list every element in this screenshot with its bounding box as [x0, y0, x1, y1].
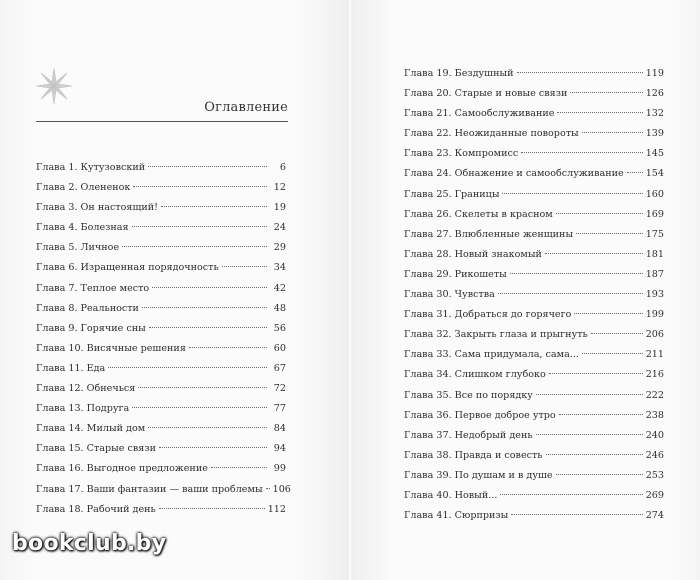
toc-page-number: 56: [273, 322, 286, 334]
toc-page-number: 175: [645, 228, 664, 240]
toc-page-number: 99: [273, 463, 286, 475]
toc-page-number: 48: [273, 302, 286, 314]
toc-entry: [36, 339, 286, 359]
toc-entry-label: Глава 10. Висячные решения: [36, 342, 186, 354]
toc-entry: [404, 64, 664, 84]
toc-entry-label: Глава 20. Старые и новые связи: [404, 88, 568, 100]
toc-dot-leader: [142, 307, 267, 308]
toc-dot-leader: [122, 246, 267, 247]
toc-entry: [36, 158, 286, 178]
toc-entry: [36, 319, 286, 339]
toc-entry: [404, 365, 664, 385]
toc-entry: [404, 325, 664, 345]
toc-entry: [404, 426, 664, 446]
toc-page-number: 77: [273, 403, 286, 415]
toc-entry: [36, 198, 286, 218]
toc-entry: [404, 265, 664, 285]
toc-dot-leader: [159, 447, 267, 448]
toc-entry-label: Глава 39. По душам и в душе: [404, 469, 553, 481]
toc-dot-leader: [517, 72, 643, 73]
toc-dot-leader: [149, 327, 267, 328]
toc-dot-leader: [132, 226, 267, 227]
toc-entry-label: Глава 35. Все по порядку: [404, 389, 533, 401]
toc-page-number: 6: [279, 162, 286, 173]
toc-dot-leader: [211, 467, 267, 468]
toc-entry: [404, 305, 664, 325]
toc-entry-label: Глава 38. Правда и совесть: [404, 449, 543, 461]
toc-entry-label: Глава 11. Еда: [36, 362, 106, 374]
toc-dot-leader: [536, 394, 643, 395]
toc-dot-leader: [591, 333, 643, 334]
toc-entry: [36, 399, 286, 419]
toc-entry: [404, 386, 664, 406]
toc-entry: [404, 406, 664, 426]
toc-entry-label: Глава 27. Влюбленные женщины: [404, 228, 574, 240]
toc-page-number: 160: [645, 188, 664, 200]
toc-page-number: 253: [645, 469, 664, 481]
toc-entry-label: Глава 34. Слишком глубоко: [404, 369, 546, 381]
toc-entry-label: Глава 37. Недобрый день: [404, 429, 533, 441]
toc-entry-label: Глава 33. Сама придумала, сама...: [404, 349, 579, 361]
toc-page-number: 238: [645, 409, 664, 421]
toc-dot-leader: [222, 266, 267, 267]
toc-page-number: 169: [645, 208, 664, 220]
toc-dot-leader: [502, 193, 642, 194]
toc-page-number: 154: [645, 168, 664, 180]
toc-entry-label: Глава 15. Старые связи: [36, 443, 156, 455]
toc-dot-leader: [536, 434, 643, 435]
toc-dot-leader: [132, 407, 267, 408]
toc-entry-label: Глава 5. Личное: [36, 242, 120, 254]
toc-entry-label: Глава 12. Обнечься: [36, 383, 136, 395]
toc-entry: [36, 178, 286, 198]
toc-page-number: 72: [273, 383, 286, 395]
toc-entry-label: Глава 28. Новый знакомый: [404, 248, 542, 260]
toc-entry: [404, 205, 664, 225]
toc-page-number: 216: [645, 369, 664, 381]
toc-entry-label: Глава 31. Добраться до горячего: [404, 309, 572, 321]
toc-dot-leader: [161, 206, 267, 207]
toc-page-number: 211: [645, 349, 664, 361]
toc-dot-leader: [559, 414, 643, 415]
toc-entry-label: Глава 1. Кутузовский: [36, 162, 146, 173]
toc-entry: [404, 84, 664, 104]
toc-entry-label: Глава 3. Он настоящий!: [36, 202, 159, 214]
toc-entry-label: Глава 36. Первое доброе утро: [404, 409, 556, 421]
toc-entry-label: Глава 21. Самообслуживание: [404, 108, 555, 120]
toc-dot-leader: [574, 313, 642, 314]
toc-page-number: 139: [645, 128, 664, 140]
watermark-logo: bookclub.by: [12, 531, 167, 556]
toc-entry: [36, 500, 286, 520]
toc-entry-label: Глава 18. Рабочий день: [36, 503, 156, 515]
toc-page-number: 126: [645, 88, 664, 100]
toc-page-number: 12: [273, 182, 286, 194]
toc-entry: [36, 279, 286, 299]
toc-entry-label: Глава 9. Горячие сны: [36, 322, 146, 334]
toc-page-number: 240: [645, 429, 664, 441]
toc-entry: [404, 486, 664, 506]
toc-dot-leader: [148, 166, 267, 167]
toc-entry: [404, 506, 664, 526]
toc-entry: [404, 345, 664, 365]
toc-entry-label: Глава 30. Чувства: [404, 289, 495, 301]
toc-entry: [36, 359, 286, 379]
toc-dot-leader: [108, 367, 267, 368]
toc-entry: [404, 104, 664, 124]
toc-entry-label: Глава 16. Выгодное предложение: [36, 463, 208, 475]
toc-entry-label: Глава 25. Границы: [404, 188, 500, 200]
toc-dot-leader: [148, 427, 267, 428]
toc-page-number: 112: [267, 503, 286, 515]
toc-dot-leader: [545, 253, 643, 254]
toc-dot-leader: [556, 474, 643, 475]
toc-entry-label: Глава 2. Олененок: [36, 182, 131, 194]
toc-page-number: 206: [645, 329, 664, 341]
toc-dot-leader: [557, 112, 642, 113]
toc-page-number: 84: [273, 423, 286, 435]
toc-page-number: 246: [645, 449, 664, 461]
toc-page-number: 132: [645, 108, 664, 120]
toc-entry: [36, 218, 286, 238]
toc-dot-leader: [570, 92, 642, 93]
toc-dot-leader: [582, 132, 643, 133]
toc-list-left: [36, 158, 291, 520]
toc-dot-leader: [549, 373, 643, 374]
toc-entry-label: Глава 6. Изращенная порядочность: [36, 262, 219, 274]
toc-dot-leader: [138, 387, 267, 388]
toc-page-number: 42: [273, 282, 286, 294]
toc-page-number: 67: [273, 362, 286, 374]
toc-entry: [36, 299, 286, 319]
toc-dot-leader: [521, 152, 642, 153]
toc-title: Оглавление: [204, 100, 288, 115]
toc-list-right: [404, 64, 664, 526]
toc-dot-leader: [498, 293, 643, 294]
toc-dot-leader: [546, 454, 643, 455]
toc-dot-leader: [556, 213, 643, 214]
toc-page-number: 24: [273, 222, 286, 234]
toc-page-number: 119: [645, 68, 664, 79]
toc-entry: [36, 459, 286, 479]
toc-entry-label: Глава 4. Болезная: [36, 222, 129, 234]
toc-page-number: 145: [645, 148, 664, 160]
toc-page-number: 19: [273, 202, 286, 214]
toc-entry: [404, 144, 664, 164]
toc-page-number: 29: [273, 242, 286, 254]
toc-entry-label: Глава 8. Реальности: [36, 302, 139, 314]
toc-entry: [404, 164, 664, 184]
toc-page-number: 34: [273, 262, 286, 274]
toc-entry-label: Глава 14. Милый дом: [36, 423, 146, 435]
toc-entry: [404, 185, 664, 205]
toc-entry: [404, 225, 664, 245]
toc-dot-leader: [582, 353, 643, 354]
toc-entry: [36, 258, 286, 278]
toc-page-number: 193: [645, 289, 664, 301]
toc-entry: [36, 379, 286, 399]
toc-entry-label: Глава 19. Бездушный: [404, 68, 514, 79]
toc-entry-label: Глава 7. Теплое место: [36, 282, 150, 294]
toc-dot-leader: [133, 186, 267, 187]
toc-page-number: 269: [645, 489, 664, 501]
toc-entry: [404, 466, 664, 486]
toc-page-number: 60: [273, 342, 286, 354]
toc-entry-label: Глава 26. Скелеты в красном: [404, 208, 553, 220]
toc-dot-leader: [576, 233, 643, 234]
toc-entry-label: Глава 29. Рикошеты: [404, 268, 507, 280]
toc-dot-leader: [266, 488, 270, 489]
toc-entry: [404, 245, 664, 265]
toc-entry: [36, 439, 286, 459]
toc-entry-label: Глава 24. Обнажение и самообслуживание: [404, 168, 624, 180]
toc-entry: [36, 419, 286, 439]
toc-page-number: 181: [645, 248, 664, 260]
toc-entry-label: Глава 22. Неожиданные повороты: [404, 128, 579, 140]
toc-entry-label: Глава 17. Ваши фантазии — ваши проблемы: [36, 483, 263, 495]
toc-dot-leader: [189, 347, 267, 348]
toc-page-number: 199: [645, 309, 664, 321]
toc-entry: [404, 285, 664, 305]
toc-entry-label: Глава 32. Закрыть глаза и прыгнуть: [404, 329, 588, 341]
toc-page-number: 274: [645, 510, 664, 522]
toc-dot-leader: [159, 508, 265, 509]
toc-entry-label: Глава 23. Компромисс: [404, 148, 519, 160]
toc-page-number: 94: [273, 443, 286, 455]
toc-dot-leader: [511, 514, 642, 515]
toc-dot-leader: [500, 494, 642, 495]
toc-entry-label: Глава 13. Подруга: [36, 403, 130, 415]
toc-page-number: 222: [645, 389, 664, 401]
toc-dot-leader: [510, 273, 643, 274]
toc-entry-label: Глава 41. Сюрпризы: [404, 510, 509, 522]
toc-entry: [404, 446, 664, 466]
toc-dot-leader: [152, 287, 267, 288]
toc-entry: [404, 124, 664, 144]
toc-entry: [36, 238, 286, 258]
toc-page-number: 187: [645, 268, 664, 280]
toc-entry: [36, 480, 291, 500]
toc-dot-leader: [627, 172, 643, 173]
toc-entry-label: Глава 40. Новый...: [404, 489, 498, 501]
title-divider: [36, 121, 288, 122]
toc-page-number: 106: [272, 483, 291, 495]
